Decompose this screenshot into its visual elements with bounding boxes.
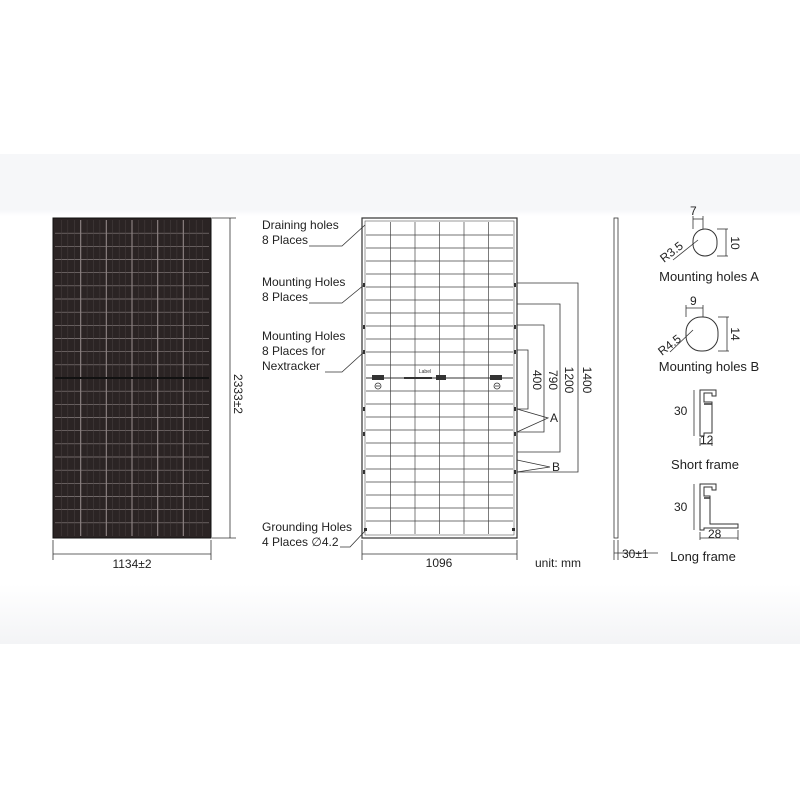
hole-a-height: 10	[728, 236, 742, 250]
front-view	[53, 218, 245, 571]
hole-a-caption: Mounting holes A	[659, 269, 759, 284]
front-width-dim: 1134±2	[112, 557, 152, 571]
connector-left	[372, 375, 384, 380]
marker-b-leader	[517, 460, 550, 472]
callout-nextracker-leader	[325, 352, 364, 372]
spacing-790-dim: 790	[546, 369, 560, 391]
long-frame-height: 30	[674, 500, 688, 514]
connector-mid	[436, 375, 446, 380]
mounting-holes-a-detail	[657, 204, 759, 284]
unit-label: unit: mm	[535, 556, 582, 570]
hole-a-width: 7	[690, 204, 697, 218]
callout-mounting-line1: Mounting Holes	[262, 275, 346, 289]
long-frame-width: 28	[708, 527, 722, 541]
marker-a: A	[550, 411, 559, 425]
callout-mounting-line2: 8 Places	[262, 290, 309, 304]
callout-grounding-line1: Grounding Holes	[262, 520, 353, 534]
mounting-holes-b-detail	[655, 294, 759, 374]
connector-right	[490, 375, 502, 380]
callout-nextracker-line3: Nextracker	[262, 359, 321, 373]
spacing-1200-dim: 1200	[562, 366, 576, 394]
callout-nextracker-line2: 8 Places for	[262, 344, 326, 358]
hole-b-caption: Mounting holes B	[658, 359, 760, 374]
marker-b: B	[552, 460, 561, 474]
callout-grounding-line2: 4 Places ∅4.2	[262, 535, 339, 549]
callout-draining-line2: 8 Places	[262, 233, 309, 247]
hole-b-shape	[686, 317, 718, 351]
side-thickness-dim: 30±1	[622, 547, 649, 561]
long-frame-profile	[700, 484, 738, 530]
short-frame-caption: Short frame	[671, 457, 739, 472]
callout-draining-line1: Draining holes	[262, 218, 339, 232]
spacing-400-dim: 400	[530, 369, 544, 391]
short-frame-width: 12	[700, 433, 714, 447]
junction-label: Label	[418, 369, 432, 375]
side-profile	[614, 218, 618, 538]
hole-b-radius: R4.5	[655, 331, 684, 359]
hole-a-shape	[693, 229, 717, 256]
back-width-dim: 1096	[425, 556, 453, 570]
short-frame-detail	[671, 390, 739, 472]
long-frame-detail	[670, 484, 738, 564]
hole-b-width: 9	[690, 294, 697, 308]
hole-b-height: 14	[728, 327, 742, 341]
callout-nextracker-line1: Mounting Holes	[262, 329, 346, 343]
hole-a-radius: R3.5	[657, 238, 686, 266]
short-frame-height: 30	[674, 404, 688, 418]
back-view	[262, 218, 594, 570]
spacing-1400-dim: 1400	[580, 366, 594, 394]
front-height-dim: 2333±2	[231, 374, 245, 414]
long-frame-caption: Long frame	[670, 549, 736, 564]
spacing-400-bracket	[517, 350, 528, 409]
marker-a-leader	[517, 409, 548, 432]
short-frame-profile	[700, 390, 716, 436]
side-view	[614, 218, 658, 561]
